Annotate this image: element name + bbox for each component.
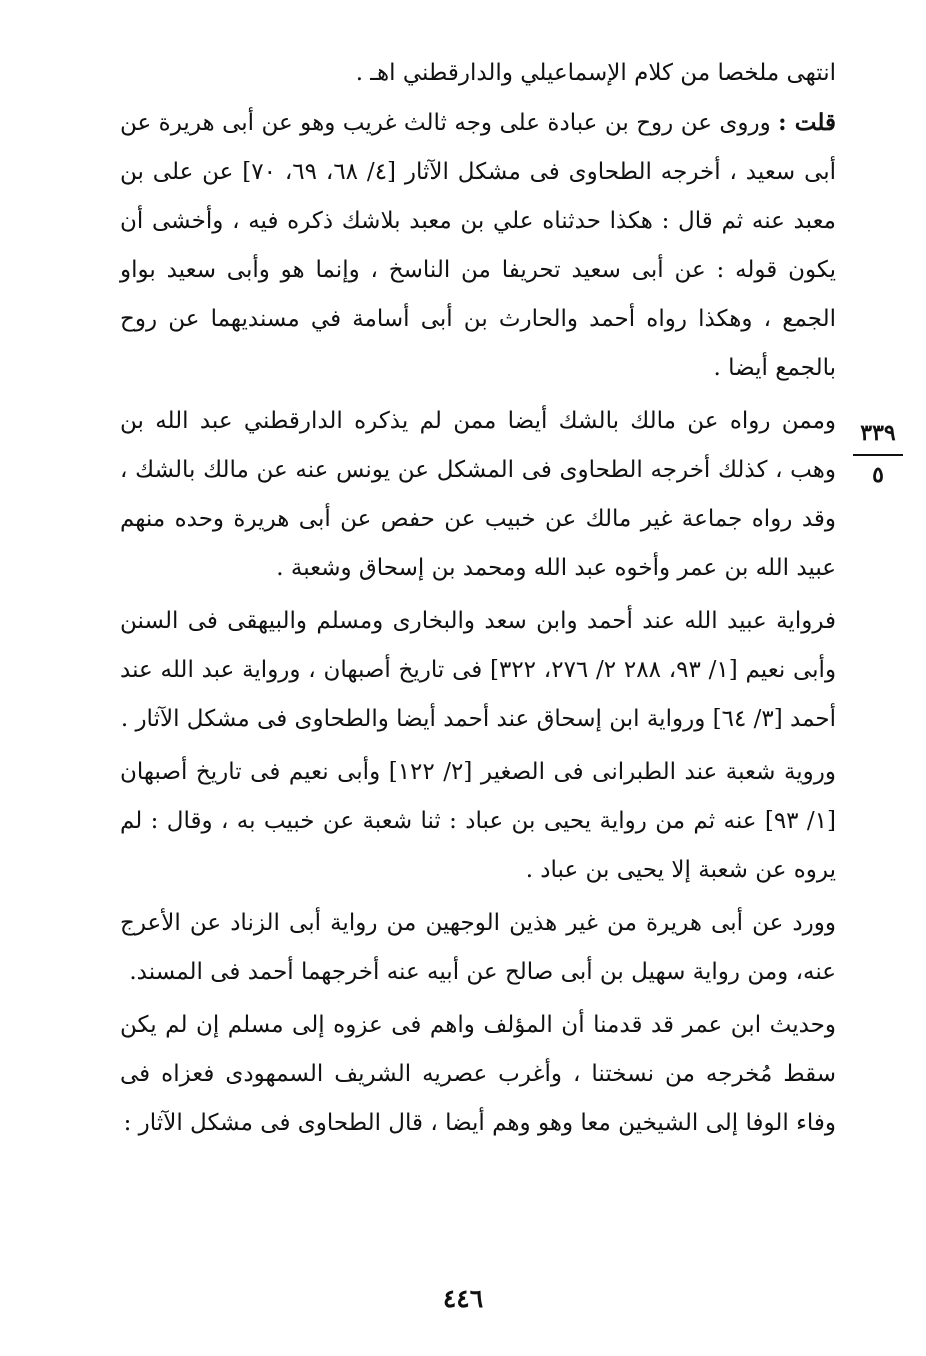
- paragraph-2: [120, 98, 836, 393]
- paragraph-text: انتهى ملخصا من كلام الإسماعيلي والدارقطني اهـ .: [355, 60, 836, 86]
- paragraph-text: وروية شعبة عند الطبرانى فى الصغير [٢/ ١٢٢] وأبى نعيم فى تاريخ أصبهان [١/ ٩٣] عنه ثم من رواية يحيى بن عباد : ثنا شعبة عن خبيب به ، وقال : لم يروه عن شعبة إلا يحيى بن عباد .: [120, 759, 837, 883]
- paragraph-5: [120, 747, 836, 895]
- paragraph-text: وممن رواه عن مالك بالشك أيضا ممن لم يذكره الدارقطني عبد الله بن وهب ، كذلك أخرجه الطحاوى فى المشكل عن يونس عنه عن مالك بالشك ، وقد رواه جماعة غير مالك عن خبيب عن حفص عن أبى هريرة وحده منهم عبيد الله بن عمر وأخوه عبد الله ومحمد بن إسحاق وشعبة .: [120, 408, 837, 581]
- margin-page-reference: [848, 420, 908, 488]
- paragraph-4: [120, 596, 836, 744]
- paragraph-1: [120, 48, 836, 98]
- body-text: [120, 48, 836, 1148]
- margin-reference-line: ٥: [872, 462, 884, 488]
- margin-divider: [853, 454, 903, 456]
- paragraph-3: [120, 396, 836, 593]
- paragraph-lead: قلت :: [778, 109, 837, 136]
- paragraph-text: وروى عن روح بن عبادة على وجه ثالث غريب وهو عن أبى هريرة عن أبى سعيد ، أخرجه الطحاوى فى مشكل الآثار [٤/ ٦٨، ٦٩، ٧٠] عن على بن معبد عنه ثم قال : هكذا حدثناه علي بن معبد بلاشك ذكره فيه ، وأخشى أن يكون قوله : عن أبى سعيد تحريفا من الناسخ ، وإنما هو وأبى سعيد بواو الجمع ، وهكذا رواه أحمد والحارث بن أبى أسامة في مسنديهما عن روح بالجمع أيضا .: [120, 110, 837, 381]
- paragraph-6: [120, 898, 836, 997]
- paragraph-text: فرواية عبيد الله عند أحمد وابن سعد والبخارى ومسلم والبيهقى فى السنن وأبى نعيم [١/ ٩٣، ٢٨٨ ٢/ ٢٧٦، ٣٢٢] فى تاريخ أصبهان ، ورواية عبد الله عند أحمد [٣/ ٦٤] ورواية ابن إسحاق عند أحمد أيضا والطحاوى فى مشكل الآثار .: [120, 608, 837, 732]
- page-number: ٤٤٦: [442, 1284, 484, 1313]
- paragraph-7: [120, 1000, 836, 1148]
- paragraph-text: وورد عن أبى هريرة من غير هذين الوجهين من رواية أبى الزناد عن الأعرج عنه، ومن رواية سهيل بن أبى صالح عن أبيه عنه أخرجهما أحمد فى المسند.: [120, 910, 836, 985]
- paragraph-text: وحديث ابن عمر قد قدمنا أن المؤلف واهم فى عزوه إلى مسلم إن لم يكن سقط مُخرجه من نسختنا ، وأغرب عصريه الشريف السمهودى فعزاه فى وفاء الوفا إلى الشيخين معا وهو وهم أيضا ، قال الطحاوى فى مشكل الآثار :: [120, 1012, 836, 1136]
- margin-reference-page: ٣٣٩: [860, 420, 896, 446]
